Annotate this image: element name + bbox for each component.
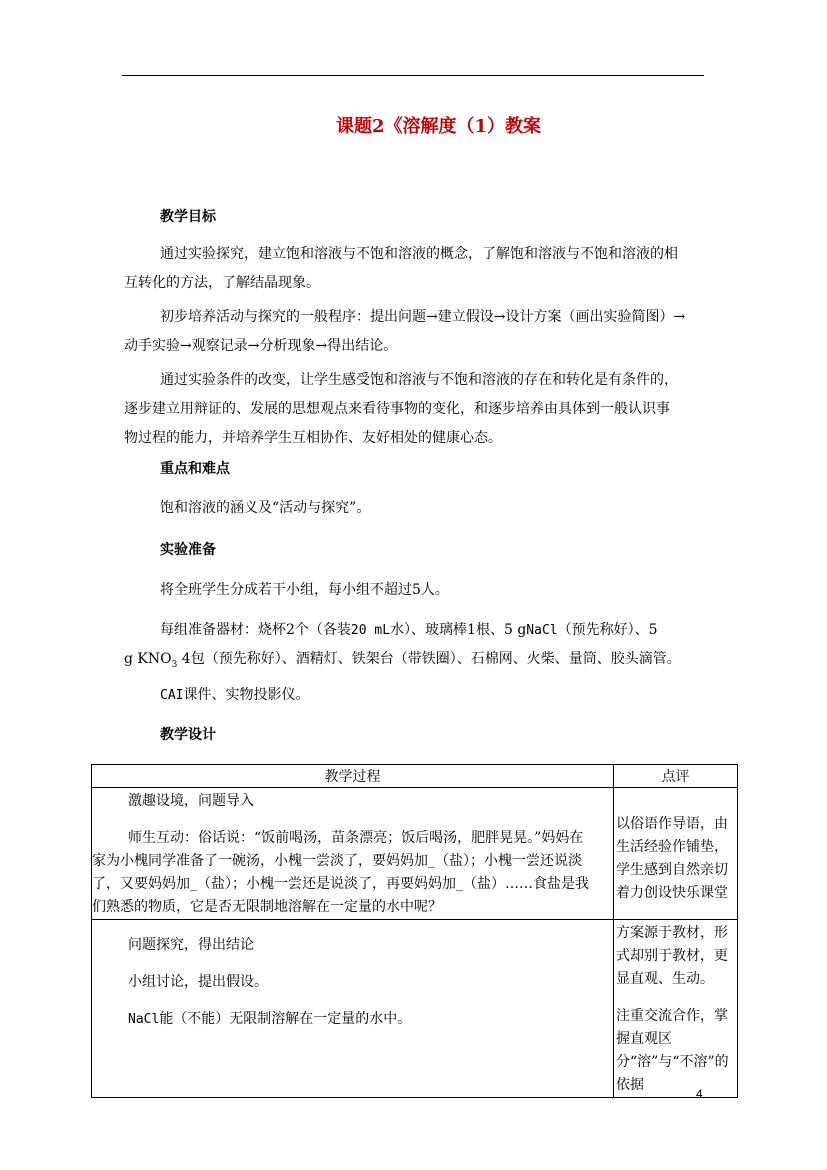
- text-line: 了，又要妈妈加_（盐）；小槐一尝还是说淡了，再要妈妈加_（盐）……食盐是我: [92, 876, 589, 892]
- preparation-materials: [124, 616, 708, 680]
- subscript: 3: [171, 659, 178, 670]
- process-cell: [92, 920, 614, 1098]
- comment-cell: [614, 920, 738, 1098]
- text-line: 逐步建立用辩证的、发展的思想观点来看待事物的变化，和逐步培养由具体到一般认识事: [124, 401, 670, 417]
- goals-paragraph-2: [124, 303, 708, 361]
- text-line: 问题探究，得出结论: [128, 937, 254, 953]
- table-header-row: [92, 765, 738, 788]
- comment-text: 以俗语作导语，由生活经验作铺垫，学生感到自然亲切着力创设快乐课堂: [616, 816, 728, 901]
- text-line: 通过实验探究，建立饱和溶液与不饱和溶液的概念，了解饱和溶液与不饱和溶液的相: [160, 246, 678, 262]
- comment-cell: [614, 788, 738, 920]
- preparation-heading: 实验准备: [160, 542, 216, 558]
- text-segment: g KNO: [124, 651, 172, 667]
- goals-paragraph-3: [124, 366, 708, 453]
- page-title: 课题2《溶解度（1）教案: [335, 116, 542, 137]
- text-line: 家为小槐同学准备了一碗汤，小槐一尝淡了，要妈妈加_（盐）；小槐一尝还说淡: [92, 853, 582, 869]
- page-number: 4: [696, 1087, 703, 1101]
- preparation-cai: [160, 684, 309, 704]
- text-line: 小组讨论，提出假设。: [128, 974, 268, 990]
- column-header-process: 教学过程: [92, 765, 614, 788]
- text-segment: 4包（预先称好）、酒精灯、铁架台（带铁圈）、石棉网、火柴、量筒、胶头滴管。: [177, 651, 681, 667]
- text-segment: 水）、玻璃棒1根、5 g: [390, 622, 527, 638]
- text-segment: （预先称好）、5: [557, 622, 658, 638]
- text-segment: 每组准备器材：烧杯2个（各装: [160, 622, 351, 638]
- design-heading: 教学设计: [160, 727, 216, 743]
- text-line: 们熟悉的物质，它是否无限制地溶解在一定量的水中呢？: [92, 899, 442, 915]
- header-rule: [122, 75, 704, 76]
- text-segment: 20 mL: [350, 623, 391, 638]
- text-line: 动手实验→观察记录→分析现象→得出结论。: [124, 338, 398, 354]
- text-line: 物过程的能力，并培养学生互相协作、友好相处的健康心态。: [124, 430, 502, 446]
- text-segment: 能（不能）无限制溶解在一定量的水中。: [159, 1011, 412, 1027]
- text-segment: CAI: [160, 688, 184, 703]
- key-points-heading: 重点和难点: [160, 461, 230, 477]
- text-segment: NaCl: [128, 1012, 160, 1027]
- table-row: [92, 920, 738, 1098]
- teaching-design-table: [91, 764, 738, 1098]
- text-line: 师生互动：俗话说：“饭前喝汤，苗条漂亮；饭后喝汤，肥胖晃晃。”妈妈在: [128, 830, 584, 846]
- comment-text: 注重交流合作，掌握直观区分“溶”与“不溶”的依据: [616, 1008, 729, 1093]
- text-segment: NaCl: [526, 623, 558, 638]
- text-line: 激趣设境，问题导入: [128, 793, 254, 809]
- text-segment: 课件、实物投影仪。: [183, 687, 310, 703]
- preparation-groups: 将全班学生分成若干小组，每小组不超过5人。: [160, 582, 449, 598]
- text-line: 互转化的方法，了解结晶现象。: [124, 275, 320, 291]
- goals-heading: 教学目标: [160, 209, 216, 225]
- goals-paragraph-1: [124, 240, 708, 298]
- text-line: [92, 1008, 613, 1031]
- text-line: 初步培养活动与探究的一般程序：提出问题→建立假设→设计方案（画出实验简图）→: [160, 309, 686, 325]
- text-line: 通过实验条件的改变，让学生感受饱和溶液与不饱和溶液的存在和转化是有条件的，: [160, 372, 678, 388]
- table-row: [92, 788, 738, 920]
- process-cell: [92, 788, 614, 920]
- column-header-comment: 点评: [614, 765, 738, 788]
- comment-text: 方案源于教材，形式却别于教材，更显直观、生动。: [616, 925, 728, 987]
- key-points-text: 饱和溶液的涵义及“活动与探究”。: [160, 500, 371, 516]
